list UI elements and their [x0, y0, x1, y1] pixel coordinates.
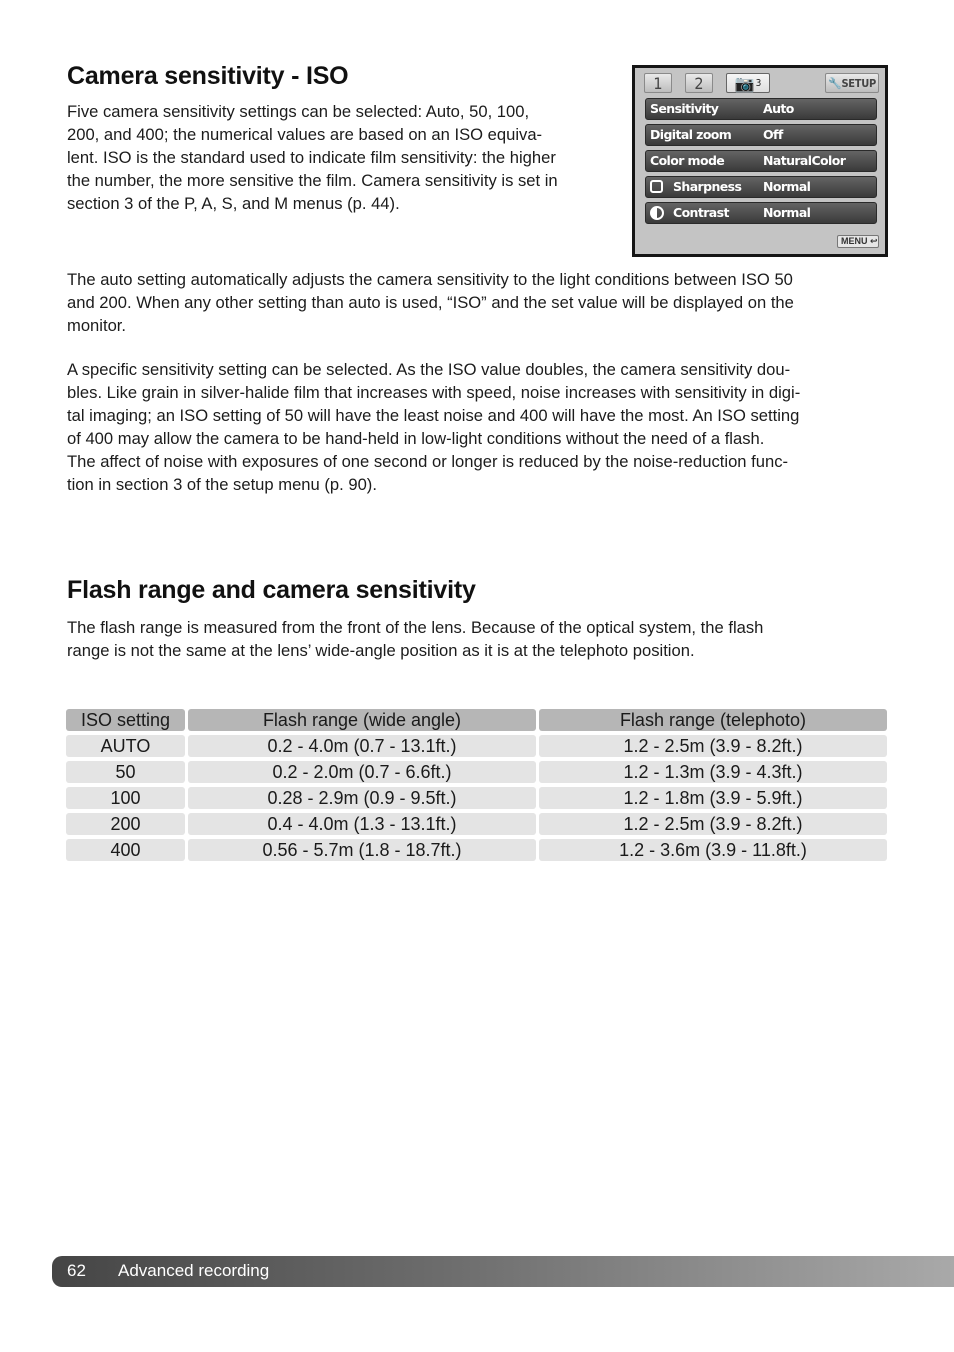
table-cell: 0.2 - 4.0m (0.7 - 13.1ft.) [188, 735, 536, 757]
menu-tab-3: 📷$^3$ [726, 73, 770, 93]
page-footer [52, 1256, 954, 1287]
menu-row-sensitivity: Sensitivity Auto [645, 98, 877, 120]
page-number: 62 [67, 1261, 86, 1280]
table-cell: 200 [66, 813, 185, 835]
return-icon: ↩ [870, 236, 878, 246]
table-header-iso: ISO setting [66, 709, 185, 731]
menu-row-digital-zoom: Digital zoom Off [645, 124, 877, 146]
table-header-wide: Flash range (wide angle) [188, 709, 536, 731]
camera-icon: 📷 [734, 74, 755, 93]
auto-setting-paragraph: The auto setting automatically adjusts the camera sensitivity to the light conditions between ISO 50 and 200. When any other setting than auto is used, “ISO” and the set value will be displayed on the monitor. [67, 270, 794, 335]
menu-row-contrast: Contrast Normal [645, 202, 877, 224]
table-cell: 1.2 - 1.8m (3.9 - 5.9ft.) [539, 787, 887, 809]
table-cell: 50 [66, 761, 185, 783]
menu-back-button: MENU ↩ [837, 235, 879, 248]
menu-tab-2: 2 [685, 73, 713, 93]
specific-setting-paragraph: A specific sensitivity setting can be selected. As the ISO value doubles, the camera sensitivity dou- bles. Like grain in silver-halide film that increases with speed, noise increases with sensitivity in digi- tal imaging; an ISO setting of 50 will have the least noise and 400 will have the most. An ISO setting of 400 may allow the camera to be hand-held in low-light conditions without the need of a flash. The affect of noise with exposures of one second or longer is reduced by the noise-reduction func- tion in section 3 of the setup menu (p. 90). [67, 360, 801, 494]
table-cell: 1.2 - 3.6m (3.9 - 11.8ft.) [539, 839, 887, 861]
menu-row-color-mode: Color mode NaturalColor [645, 150, 877, 172]
table-cell: 0.4 - 4.0m (1.3 - 13.1ft.) [188, 813, 536, 835]
contrast-icon [650, 206, 664, 220]
wrench-icon: 🔧 [828, 77, 842, 90]
menu-tab-bar [641, 71, 879, 95]
table-cell: 0.28 - 2.9m (0.9 - 9.5ft.) [188, 787, 536, 809]
table-cell: AUTO [66, 735, 185, 757]
table-cell: 0.2 - 2.0m (0.7 - 6.6ft.) [188, 761, 536, 783]
flash-intro-paragraph: The flash range is measured from the front of the lens. Because of the optical system, the flash range is not the same at the lens’ wide-angle position as it is at the telephoto position. [67, 618, 764, 660]
table-cell: 1.2 - 2.5m (3.9 - 8.2ft.) [539, 735, 887, 757]
table-cell: 400 [66, 839, 185, 861]
menu-row-sharpness: Sharpness Normal [645, 176, 877, 198]
intro-paragraph: Five camera sensitivity settings can be selected: Auto, 50, 100, 200, and 400; the numerical values are based on an ISO equiva- lent. ISO is the standard used to indicate film sensitivity: the higher the number, the more sensitive the film. Camera sensitivity is set in section 3 of the P, A, S, and M menus (p. 44). [67, 102, 558, 213]
section-title-camera-sensitivity: Camera sensitivity - ISO [67, 62, 349, 90]
table-cell: 100 [66, 787, 185, 809]
menu-tab-1: 1 [644, 73, 672, 93]
table-cell: 1.2 - 1.3m (3.9 - 4.3ft.) [539, 761, 887, 783]
table-cell: 1.2 - 2.5m (3.9 - 8.2ft.) [539, 813, 887, 835]
table-cell: 0.56 - 5.7m (1.8 - 18.7ft.) [188, 839, 536, 861]
table-header-tele: Flash range (telephoto) [539, 709, 887, 731]
sharpness-icon [650, 180, 663, 193]
camera-menu-screenshot [632, 65, 888, 257]
section-title-flash-range: Flash range and camera sensitivity [67, 576, 476, 604]
menu-tab-setup: 🔧SETUP [825, 73, 879, 93]
footer-section-name: Advanced recording [118, 1261, 270, 1280]
